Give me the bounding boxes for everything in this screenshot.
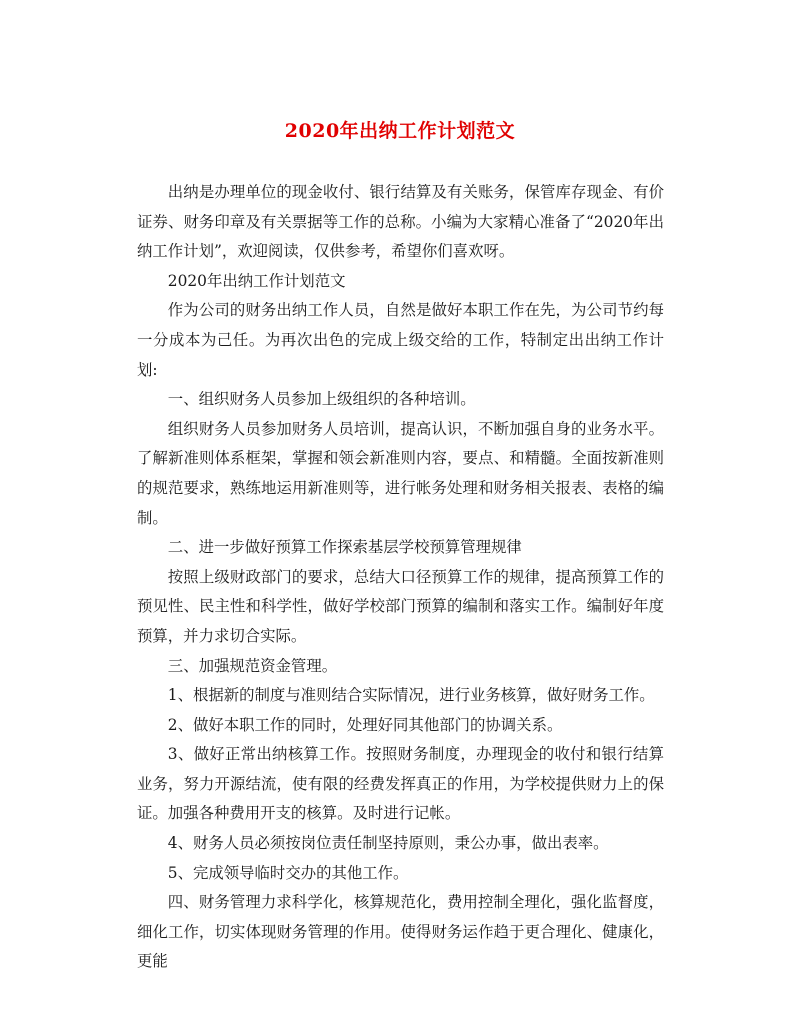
document-body xyxy=(137,178,664,977)
paragraph: 作为公司的财务出纳工作人员，自然是做好本职工作在先，为公司节约每一分成本为己任。为再次出色的完成上级交给的工作，特制定出出纳工作计划: xyxy=(137,301,664,379)
paragraph: 组织财务人员参加财务人员培训，提高认识，不断加强自身的业务水平。了解新准则体系框架，掌握和领会新准则内容，要点、和精髓。全面按新准则的规范要求，熟练地运用新准则等，进行帐务处理和财务相关报表、表格的编制。 xyxy=(137,419,664,527)
paragraph: 4、财务人员必须按岗位责任制坚持原则，秉公办事，做出表率。 xyxy=(167,834,609,853)
document-title: 2020年出纳工作计划范文 xyxy=(284,120,516,142)
paragraph: 2020年出纳工作计划范文 xyxy=(167,271,346,290)
paragraph: 三、加强规范资金管理。 xyxy=(167,656,338,675)
paragraph: 3、做好正常出纳核算工作。按照财务制度，办理现金的收付和银行结算业务，努力开源结流，使有限的经费发挥真正的作用，为学校提供财力上的保证。加强各种费用开支的核算。及时进行记帐。 xyxy=(137,745,664,823)
paragraph: 出纳是办理单位的现金收付、银行结算及有关账务，保管库存现金、有价证券、财务印章及有关票据等工作的总称。小编为大家精心准备了“2020年出纳工作计划”，欢迎阅读，仅供参考，希望你们喜欢呀。 xyxy=(137,183,664,261)
paragraph: 按照上级财政部门的要求，总结大口径预算工作的规律，提高预算工作的预见性、民主性和科学性，做好学校部门预算的编制和落实工作。编制好年度预算，并力求切合实际。 xyxy=(137,567,664,645)
paragraph: 1、根据新的制度与准则结合实际情况，进行业务核算，做好财务工作。 xyxy=(167,686,655,705)
paragraph: 2、做好本职工作的同时，处理好同其他部门的协调关系。 xyxy=(167,715,563,734)
paragraph: 二、进一步做好预算工作探索基层学校预算管理规律 xyxy=(167,538,522,557)
paragraph: 一、组织财务人员参加上级组织的各种培训。 xyxy=(167,390,476,409)
paragraph: 5、完成领导临时交办的其他工作。 xyxy=(167,863,409,882)
paragraph: 四、财务管理力求科学化，核算规范化，费用控制全理化，强化监督度，细化工作，切实体现财务管理的作用。使得财务运作趋于更合理化、健康化，更能 xyxy=(137,893,664,971)
